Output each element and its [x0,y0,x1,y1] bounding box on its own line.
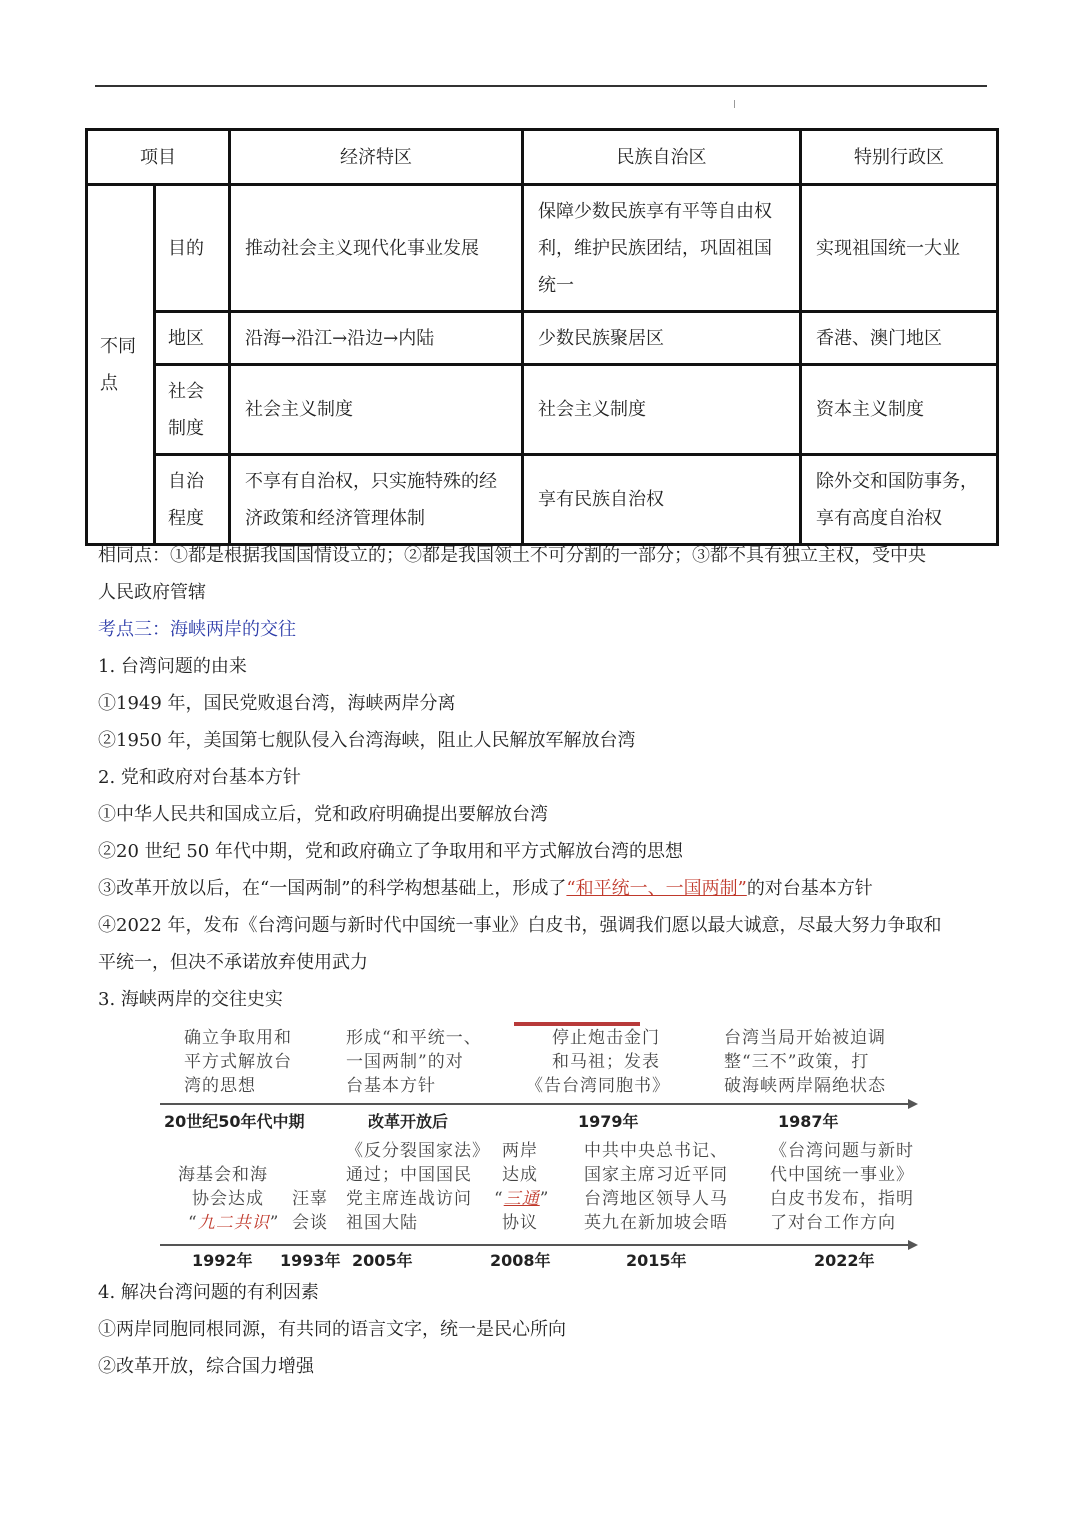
event-line: 代中国统一事业》 [770,1165,914,1185]
timeline-event-reform [346,1026,482,1098]
row-label-line: 制度 [168,417,204,439]
event-line: 台湾当局开始被迫调 [724,1028,886,1048]
group-label-line: 不同 [100,335,136,357]
row-label-region: 地区 [155,312,230,365]
cell-autonomous-region: 少数民族聚居区 [523,312,801,365]
event-line: 《反分裂国家法》 [346,1141,490,1161]
event-line: 达成 [502,1165,538,1185]
event-line: 协议 [502,1213,538,1233]
same-point-line: 相同点：①都是根据我国国情设立的；②都是我国领土不可分割的一部分；③都不具有独立主权，受中央 [98,545,926,566]
date-label: 2022年 [814,1251,875,1270]
timeline-event-2005 [346,1139,490,1235]
event-line: 白皮书发布，指明 [770,1189,914,1209]
paragraph: ②20 世纪 50 年代中期，党和政府确立了争取用和平方式解放台湾的思想 [98,841,683,862]
event-line: 台基本方针 [346,1076,436,1096]
date-label: 1992年 [192,1251,253,1270]
paragraph: ①两岸同胞同根同源，有共同的语言文字，统一是民心所向 [98,1319,566,1340]
timeline-event-2008 [494,1139,549,1235]
row-label-line: 程度 [168,507,204,529]
quote-mark: ” [539,1189,550,1209]
event-line: 会谈 [292,1213,328,1233]
cell-line: 不享有自治权，只实施特殊的经 [245,470,497,492]
cell-sar-autonomy [801,455,998,545]
date-label: 1993年 [280,1251,341,1270]
cell-sez-purpose: 推动社会主义现代化事业发展 [230,185,523,312]
timeline-event-2015 [584,1139,728,1235]
header-sar: 特别行政区 [801,130,998,185]
table-row [87,185,998,312]
cell-line: 济政策和经济管理体制 [245,507,425,529]
table-row [87,312,998,365]
date-label: 2015年 [626,1251,687,1270]
row-label-line: 自治 [168,470,204,492]
paragraph: ②1950 年，美国第七舰队侵入台湾海峡，阻止人民解放军解放台湾 [98,730,636,751]
date-label: 2005年 [352,1251,413,1270]
event-line: 形成“和平统一、 [346,1028,482,1048]
group-label-differences [87,185,155,545]
header-sez: 经济特区 [230,130,523,185]
row-label-line: 社会 [168,380,204,402]
date-label: 1987年 [778,1112,839,1131]
event-line: 《告台湾同胞书》 [526,1076,670,1096]
event-line: 一国两制”的对 [346,1052,464,1072]
highlight-policy: “和平统一、一国两制” [566,878,747,899]
event-line: 破海峡两岸隔绝状态 [724,1076,886,1096]
cell-line: 除外交和国防事务， [816,470,978,492]
event-line [178,1211,279,1235]
timeline-axis-top [160,1103,908,1105]
paragraph: 平统一，但决不承诺放弃使用武力 [98,952,368,973]
cell-sar-system: 资本主义制度 [801,365,998,455]
group-label-line: 点 [100,372,118,394]
subsection-title: 4. 解决台湾问题的有利因素 [98,1282,319,1303]
event-line: 通过；中国国民 [346,1165,472,1185]
timeline-axis-bottom [160,1244,908,1246]
section-title: 考点三：海峡两岸的交往 [98,619,296,640]
comparison-table [85,128,999,546]
quote-mark: “ [188,1213,198,1233]
paragraph: ④2022 年，发布《台湾问题与新时代中国统一事业》白皮书，强调我们愿以最大诚意，尽最大努力争取和 [98,915,942,936]
timeline-arrow-bottom [908,1240,918,1250]
cell-sez-region: 沿海→沿江→沿边→内陆 [230,312,523,365]
event-line: 确立争取用和 [184,1028,292,1048]
timeline-event-1979 [526,1026,670,1098]
handwritten-consensus: 九二共识 [197,1213,270,1233]
event-line: 两岸 [502,1141,538,1161]
header-rule [95,85,987,87]
cell-sez-system: 社会主义制度 [230,365,523,455]
header-autonomous: 民族自治区 [523,130,801,185]
header-item: 项目 [87,130,230,185]
table-row [87,365,998,455]
event-line: 停止炮击金门 [552,1028,660,1048]
cell-line: 利，维护民族团结，巩固祖国 [538,237,772,259]
cell-line: 享有高度自治权 [816,507,942,529]
event-line: 汪辜 [292,1189,328,1209]
event-line: 国家主席习近平同 [584,1165,728,1185]
subsection-title: 1. 台湾问题的由来 [98,656,247,677]
date-label: 2008年 [490,1251,551,1270]
event-line: 英九在新加坡会晤 [584,1213,728,1233]
paragraph [98,870,873,907]
cell-autonomous-autonomy: 享有民族自治权 [523,455,801,545]
paragraph: ①1949 年，国民党败退台湾，海峡两岸分离 [98,693,456,714]
cell-sar-purpose: 实现祖国统一大业 [801,185,998,312]
event-line: 中共中央总书记、 [584,1141,728,1161]
same-point-line: 人民政府管辖 [98,582,206,603]
row-label-autonomy [155,455,230,545]
event-line: 整“三不”政策，打 [724,1052,870,1072]
handwritten-three-links: 三通 [503,1189,540,1209]
subsection-title: 3. 海峡两岸的交往史实 [98,989,283,1010]
date-label: 20世纪50年代中期 [164,1112,305,1131]
quote-mark: ” [269,1213,280,1233]
table-row [87,455,998,545]
date-label: 改革开放后 [368,1112,449,1131]
cell-line: 统一 [538,274,574,296]
event-line: 海基会和海 [178,1165,268,1185]
table-header-row [87,130,998,185]
cell-autonomous-system: 社会主义制度 [523,365,801,455]
paragraph-segment: 的对台基本方针 [746,878,873,899]
cell-sar-region: 香港、澳门地区 [801,312,998,365]
timeline-event-1950s [184,1026,292,1098]
event-line: 祖国大陆 [346,1213,418,1233]
event-line: 平方式解放台 [184,1052,292,1072]
timeline-event-1992 [178,1163,279,1235]
cell-sez-autonomy [230,455,523,545]
timeline-event-1993 [292,1187,328,1235]
row-label-system [155,365,230,455]
header-tick-mark [734,100,735,108]
event-line: 和马祖；发表 [552,1052,660,1072]
timeline-event-2022 [770,1139,914,1235]
timeline-event-1987 [724,1026,886,1098]
cross-strait-timeline [160,1022,920,1270]
event-line [494,1187,549,1211]
timeline-arrow-top [908,1099,918,1109]
event-line: 湾的思想 [184,1076,256,1096]
date-label: 1979年 [578,1112,639,1131]
quote-mark: “ [494,1189,504,1209]
paragraph-segment: ③改革开放以后，在“一国两制”的科学构想基础上，形成了 [98,878,567,899]
row-label-purpose: 目的 [155,185,230,312]
event-line: 了对台工作方向 [770,1213,896,1233]
paragraph: ②改革开放，综合国力增强 [98,1356,314,1377]
event-line: 《台湾问题与新时 [770,1141,914,1161]
cell-line: 保障少数民族享有平等自由权 [538,200,772,222]
paragraph: ①中华人民共和国成立后，党和政府明确提出要解放台湾 [98,804,548,825]
event-line: 党主席连战访问 [346,1189,472,1209]
event-line: 协会达成 [192,1189,264,1209]
subsection-title: 2. 党和政府对台基本方针 [98,767,301,788]
event-line: 台湾地区领导人马 [584,1189,728,1209]
cell-autonomous-purpose [523,185,801,312]
